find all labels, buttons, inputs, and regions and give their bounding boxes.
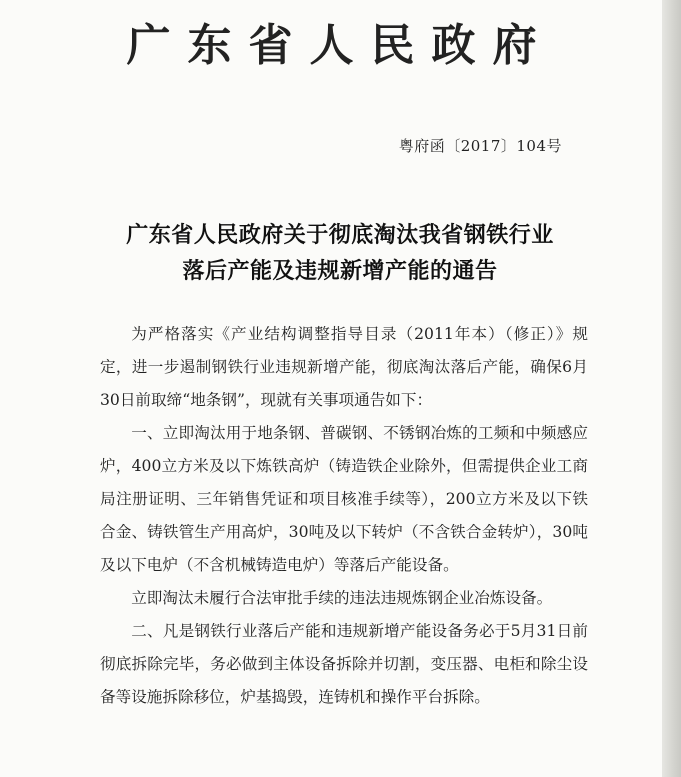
paragraph-item-1: 一、立即淘汰用于地条钢、普碳钢、不锈钢冶炼的工频和中频感应炉，400立方米及以下炼铁高炉（铸造铁企业除外，但需提供企业工商局注册证明、三年销售凭证和项目核准手续等），200立方米及以下铁合金、铸铁管生产用高炉，30吨及以下转炉（不含铁合金转炉），30吨及以下电炉（不含机械铸造电炉）等落后产能设备。 <box>100 424 588 574</box>
paragraph-item-1-supplement: 立即淘汰未履行合法审批手续的违法违规炼钢企业冶炼设备。 <box>131 589 553 607</box>
notice-body <box>100 318 588 714</box>
paragraph-intro: 为严格落实《产业结构调整指导目录（2011年本）（修正）》规定，进一步遏制钢铁行业违规新增产能，彻底淘汰落后产能，确保6月30日前取缔“地条钢”，现就有关事项通告如下： <box>100 325 588 409</box>
notice-title <box>40 218 640 290</box>
notice-title-line-2: 落后产能及违规新增产能的通告 <box>182 259 498 284</box>
scan-margin <box>662 0 681 777</box>
paragraph-item-2: 二、凡是钢铁行业落后产能和违规新增产能设备务必于5月31日前彻底拆除完毕，务必做到主体设备拆除并切割，变压器、电柜和除尘设备等设施拆除移位，炉基捣毁，连铸机和操作平台拆除。 <box>100 622 588 706</box>
notice-title-line-1: 广东省人民政府关于彻底淘汰我省钢铁行业 <box>126 223 554 248</box>
government-header: 广东省人民政府 <box>126 20 554 71</box>
document-number: 粤府函〔2017〕104号 <box>398 137 562 155</box>
